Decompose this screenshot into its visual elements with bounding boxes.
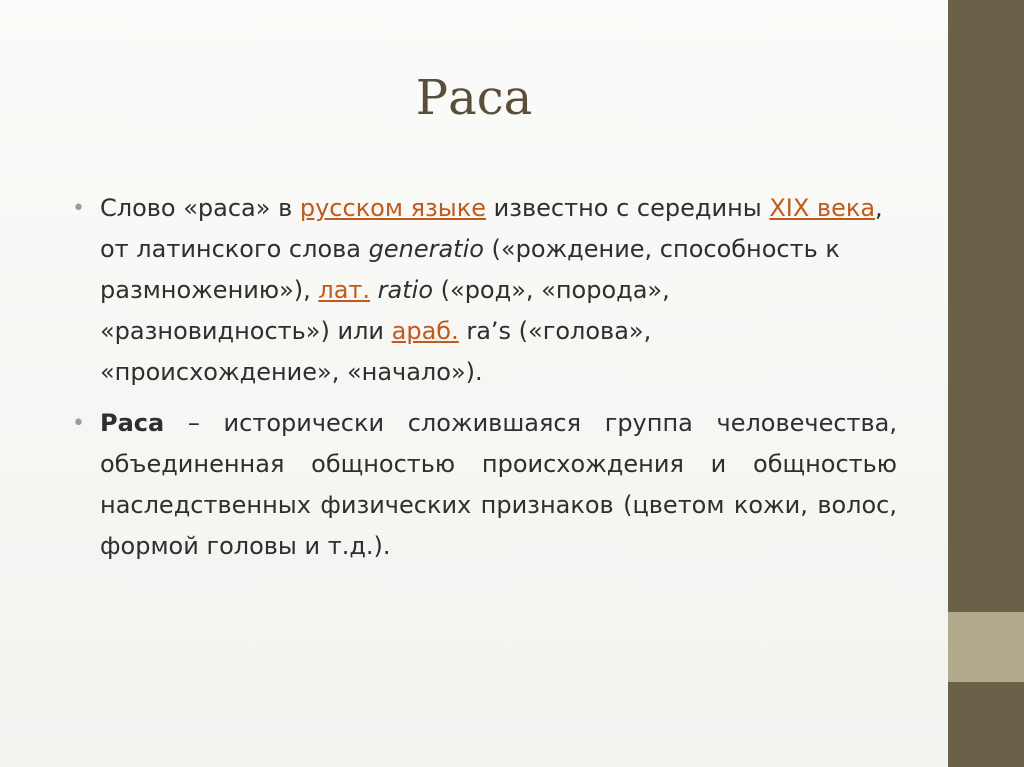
link-xix-century[interactable]: XIX века <box>769 194 876 222</box>
term-race: Раса <box>100 409 165 437</box>
italic-generatio: generatio <box>368 235 484 263</box>
slide-title: Раса <box>415 70 533 126</box>
text-segment: («род», «порода», «разновидность») или <box>100 276 670 345</box>
bullet-dot: • <box>72 411 85 436</box>
text-segment: ra’s («голова», «происхождение», «начало»). <box>100 317 652 386</box>
bullet-dot: • <box>72 196 85 221</box>
slide-content <box>72 188 897 577</box>
link-latin[interactable]: лат. <box>318 276 371 304</box>
text-segment: известно с середины <box>486 194 770 222</box>
italic-ratio: ratio <box>377 276 434 304</box>
definition-text: – исторически сложившаяся группа человечества, объединенная общностью происхождения и общностью наследственных физических признаков (цветом кожи, волос, формой головы и т.д.). <box>100 409 897 560</box>
sidebar-accent-block <box>948 612 1024 682</box>
text-segment: Слово «раса» в <box>100 194 300 222</box>
text-segment: («рождение, способность к размножению»), <box>100 235 840 304</box>
text-segment <box>370 276 378 304</box>
link-russian-language[interactable]: русском языке <box>299 194 487 222</box>
bullet-item-etymology <box>72 188 897 393</box>
bullet-item-definition <box>72 403 897 567</box>
link-arabic[interactable]: араб. <box>391 317 459 345</box>
text-segment: , от латинского слова <box>100 194 883 263</box>
